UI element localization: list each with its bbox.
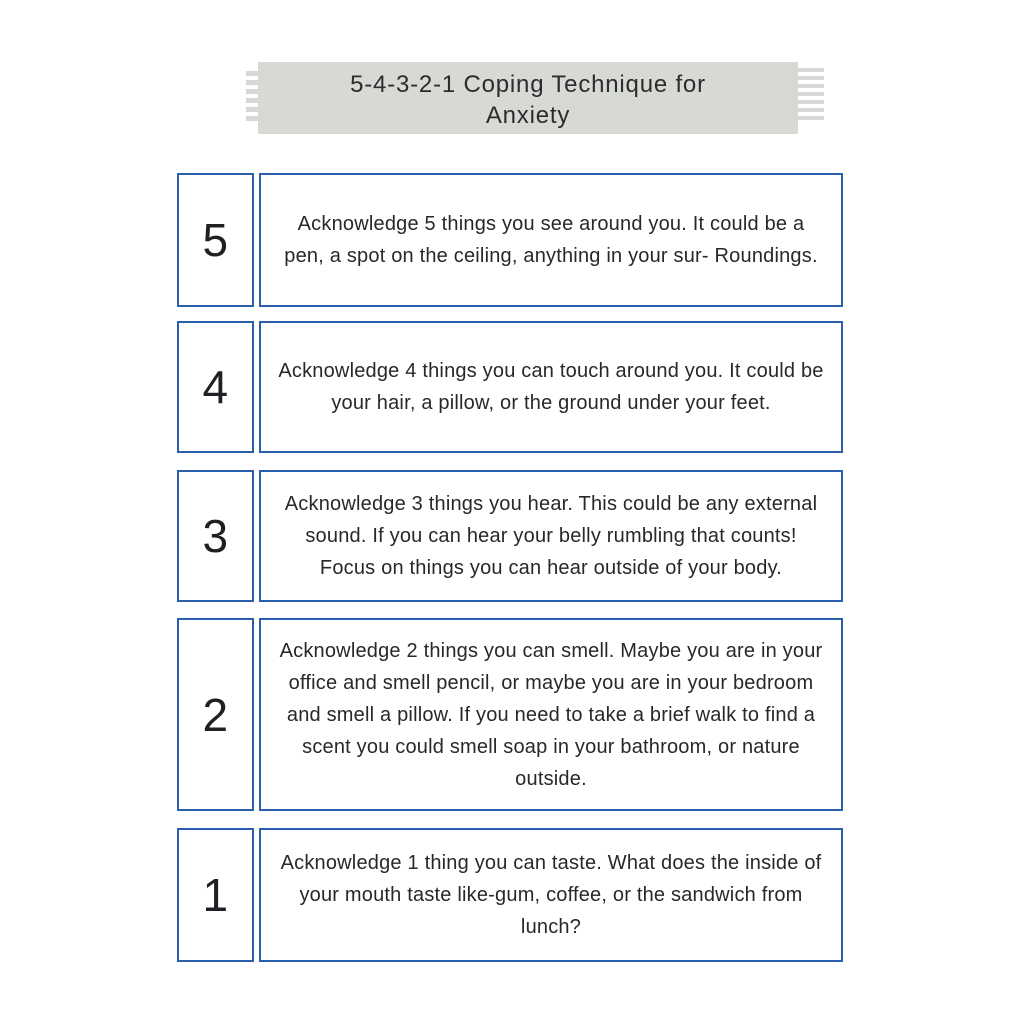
step-text-box xyxy=(259,828,843,962)
step-row-4 xyxy=(177,321,843,453)
step-number: 4 xyxy=(202,361,229,413)
step-number-box xyxy=(177,828,254,962)
step-text-box xyxy=(259,470,843,602)
step-number: 2 xyxy=(202,688,229,741)
step-text-box xyxy=(259,173,843,307)
step-description: Acknowledge 3 things you hear. This could be any external sound. If you can hear your belly rumbling that counts! Focus on things you can hear outside of your body. xyxy=(284,493,818,579)
step-text-box xyxy=(259,618,843,811)
step-description: Acknowledge 4 things you can touch around you. It could be your hair, a pillow, or the ground under your feet. xyxy=(278,360,824,414)
title-line-1: 5-4-3-2-1 Coping Technique for xyxy=(350,71,706,98)
step-text-box xyxy=(259,321,843,453)
step-row-3 xyxy=(177,470,843,602)
page-title xyxy=(258,62,798,131)
step-number-box xyxy=(177,470,254,602)
step-row-2 xyxy=(177,618,843,811)
title-line-2: Anxiety xyxy=(485,102,571,129)
step-description: Acknowledge 5 things you see around you. It could be a pen, a spot on the ceiling, anything in your sur- Roundings. xyxy=(284,213,818,267)
title-banner xyxy=(258,62,798,134)
step-description: Acknowledge 1 thing you can taste. What does the inside of your mouth taste like-gum, coffee, or the sandwich from lunch? xyxy=(280,852,822,938)
step-number-box xyxy=(177,618,254,811)
step-number-box xyxy=(177,321,254,453)
step-row-1 xyxy=(177,828,843,962)
brush-highlight xyxy=(258,62,798,134)
step-number: 1 xyxy=(202,869,229,921)
step-number-box xyxy=(177,173,254,307)
step-row-5 xyxy=(177,173,843,307)
step-number: 5 xyxy=(202,214,229,266)
step-description: Acknowledge 2 things you can smell. Maybe you are in your office and smell pencil, or maybe you are in your bedroom and smell a pillow. If you need to take a brief walk to find a scent you could smell soap in your bathroom, or nature outside. xyxy=(279,639,823,790)
step-number: 3 xyxy=(202,510,229,562)
